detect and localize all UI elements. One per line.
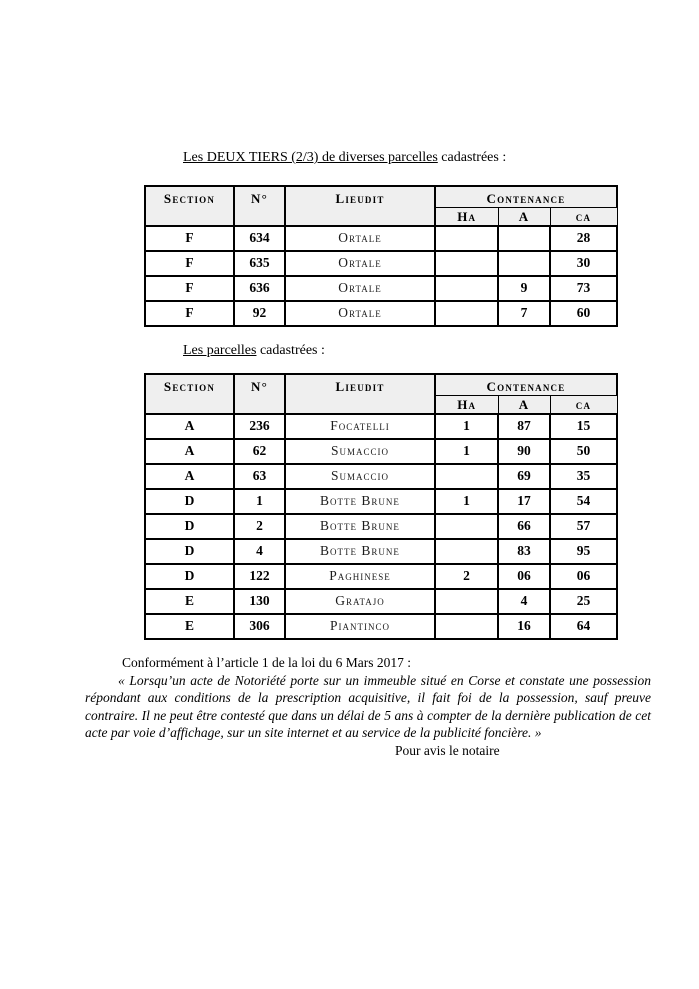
cell-ha: 1 <box>435 489 498 514</box>
paragraph-law-quote: « Lorsqu’un acte de Notoriété porte sur un immeuble situé en Corse et constate une possession répondant aux conditions de la prescription acquisitive, il fait foi de la possession, sauf preuve contraire. Il ne peut être contesté que dans un délai de 5 ans à compter de la dernière publication de cet acte par voie d’affichage, sur un site internet et au service de la publicité foncière. » <box>85 672 651 741</box>
col-header-a: A <box>498 208 550 227</box>
cell-section: D <box>145 489 234 514</box>
cell-a: 17 <box>498 489 550 514</box>
cell-ha <box>435 614 498 639</box>
cell-ha: 2 <box>435 564 498 589</box>
cell-ca: 54 <box>550 489 617 514</box>
table-row <box>145 414 617 439</box>
cell-a <box>498 251 550 276</box>
cell-section: D <box>145 539 234 564</box>
cell-ha <box>435 464 498 489</box>
cell-section: D <box>145 514 234 539</box>
cell-lieudit: Gratajo <box>285 589 435 614</box>
cell-ha: 1 <box>435 414 498 439</box>
col-header-section: Section <box>145 186 234 226</box>
cell-lieudit: Ortale <box>285 276 435 301</box>
heading-parcelles-rest: cadastrées : <box>256 343 325 358</box>
cell-numero: 63 <box>234 464 285 489</box>
cell-lieudit: Ortale <box>285 251 435 276</box>
cell-numero: 634 <box>234 226 285 251</box>
notary-signature-line: Pour avis le notaire <box>395 742 500 758</box>
table-row <box>145 514 617 539</box>
cell-ca: 95 <box>550 539 617 564</box>
cell-a: 9 <box>498 276 550 301</box>
heading-parcelles <box>183 343 325 359</box>
heading-deux-tiers <box>183 150 506 166</box>
cell-ca: 06 <box>550 564 617 589</box>
cell-lieudit: Focatelli <box>285 414 435 439</box>
cell-lieudit: Botte Brune <box>285 489 435 514</box>
cell-a: 16 <box>498 614 550 639</box>
cell-ha: 1 <box>435 439 498 464</box>
col-header-ha: Ha <box>435 208 498 227</box>
cell-ha <box>435 589 498 614</box>
cell-numero: 4 <box>234 539 285 564</box>
cell-a: 87 <box>498 414 550 439</box>
cell-lieudit: Ortale <box>285 226 435 251</box>
cell-numero: 306 <box>234 614 285 639</box>
cell-a: 90 <box>498 439 550 464</box>
cell-section: A <box>145 414 234 439</box>
cell-a: 83 <box>498 539 550 564</box>
cell-numero: 635 <box>234 251 285 276</box>
cell-lieudit: Sumaccio <box>285 464 435 489</box>
table-row <box>145 276 617 301</box>
cell-lieudit: Paghinese <box>285 564 435 589</box>
cell-section: A <box>145 464 234 489</box>
cell-a: 7 <box>498 301 550 326</box>
cell-numero: 236 <box>234 414 285 439</box>
cell-ca: 50 <box>550 439 617 464</box>
cell-numero: 92 <box>234 301 285 326</box>
cell-section: F <box>145 251 234 276</box>
table-deux-tiers <box>144 185 618 327</box>
cell-ca: 57 <box>550 514 617 539</box>
cell-ha <box>435 514 498 539</box>
paragraph-law-intro: Conformément à l’article 1 de la loi du 6 Mars 2017 : <box>122 655 412 670</box>
cell-section: F <box>145 276 234 301</box>
cell-lieudit: Ortale <box>285 301 435 326</box>
cell-section: F <box>145 301 234 326</box>
cell-a <box>498 226 550 251</box>
cell-numero: 1 <box>234 489 285 514</box>
table-row <box>145 251 617 276</box>
cell-ca: 15 <box>550 414 617 439</box>
table-row <box>145 301 617 326</box>
footer-text-block <box>85 654 651 760</box>
cell-ca: 28 <box>550 226 617 251</box>
table-parcelles <box>144 373 618 640</box>
table-row <box>145 564 617 589</box>
col-header-numero: N° <box>234 186 285 226</box>
cell-ha <box>435 301 498 326</box>
cell-a: 06 <box>498 564 550 589</box>
heading-deux-tiers-rest: cadastrées : <box>437 150 507 165</box>
col-header-section: Section <box>145 374 234 414</box>
col-header-ca: ca <box>550 208 617 227</box>
cell-lieudit: Botte Brune <box>285 514 435 539</box>
cell-numero: 62 <box>234 439 285 464</box>
cell-a: 66 <box>498 514 550 539</box>
cell-numero: 122 <box>234 564 285 589</box>
cell-ca: 35 <box>550 464 617 489</box>
cell-lieudit: Sumaccio <box>285 439 435 464</box>
table-header <box>145 186 617 226</box>
heading-deux-tiers-underlined: Les DEUX TIERS (2/3) de diverses parcelles <box>183 150 438 165</box>
cell-numero: 2 <box>234 514 285 539</box>
heading-parcelles-underlined: Les parcelles <box>183 343 257 358</box>
cell-section: F <box>145 226 234 251</box>
cell-section: E <box>145 589 234 614</box>
cell-lieudit: Botte Brune <box>285 539 435 564</box>
table-row <box>145 589 617 614</box>
cell-numero: 636 <box>234 276 285 301</box>
col-header-numero: N° <box>234 374 285 414</box>
cell-ha <box>435 226 498 251</box>
cell-ha <box>435 276 498 301</box>
col-header-contenance: Contenance <box>435 374 617 396</box>
cell-numero: 130 <box>234 589 285 614</box>
cell-ca: 25 <box>550 589 617 614</box>
cell-a: 69 <box>498 464 550 489</box>
cell-ha <box>435 539 498 564</box>
cell-section: E <box>145 614 234 639</box>
cell-lieudit: Piantinco <box>285 614 435 639</box>
cell-a: 4 <box>498 589 550 614</box>
cell-section: A <box>145 439 234 464</box>
table-row <box>145 464 617 489</box>
col-header-a: A <box>498 396 550 415</box>
cell-ca: 30 <box>550 251 617 276</box>
table-row <box>145 539 617 564</box>
table-header <box>145 374 617 414</box>
col-header-contenance: Contenance <box>435 186 617 208</box>
cell-ca: 64 <box>550 614 617 639</box>
table-row <box>145 439 617 464</box>
col-header-lieudit: Lieudit <box>285 186 435 226</box>
cell-ha <box>435 251 498 276</box>
table-row <box>145 614 617 639</box>
cell-ca: 73 <box>550 276 617 301</box>
col-header-ha: Ha <box>435 396 498 415</box>
table-row <box>145 489 617 514</box>
table-row <box>145 226 617 251</box>
cell-ca: 60 <box>550 301 617 326</box>
col-header-ca: ca <box>550 396 617 415</box>
cell-section: D <box>145 564 234 589</box>
col-header-lieudit: Lieudit <box>285 374 435 414</box>
